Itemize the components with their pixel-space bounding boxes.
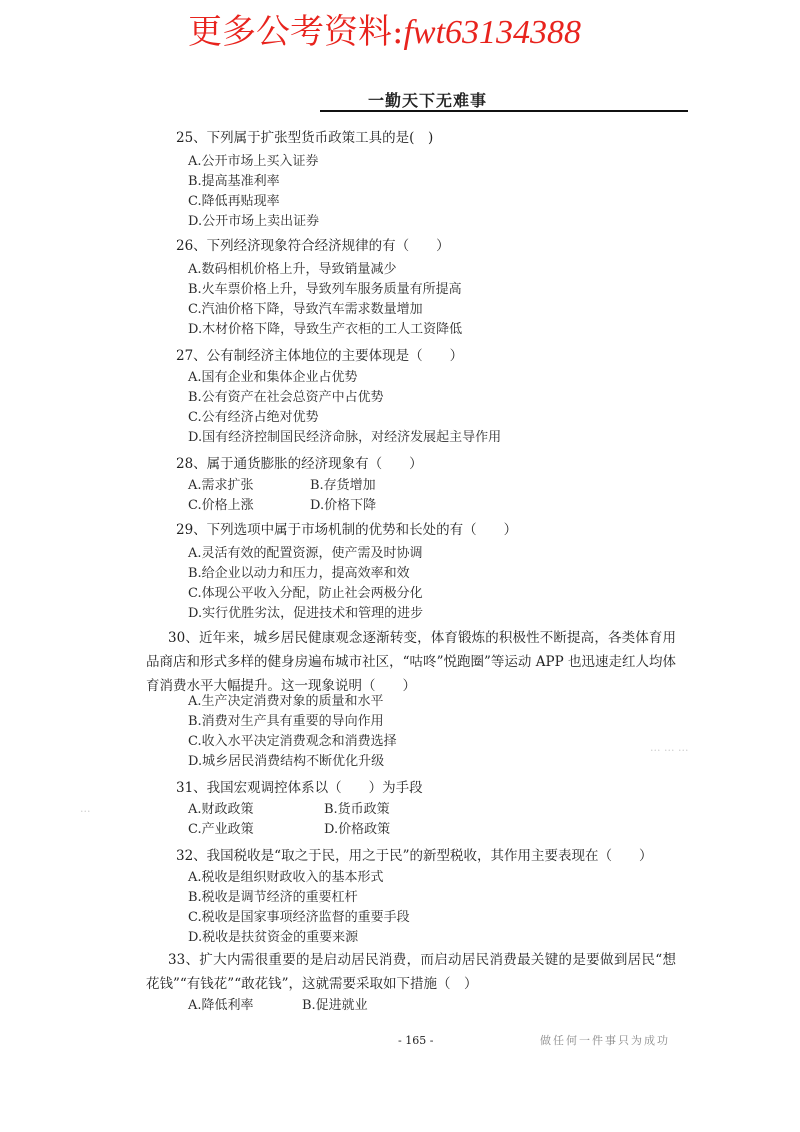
option-b: B.给企业以动力和压力，提高效率和效 — [188, 566, 410, 581]
option-c: C.收入水平决定消费观念和消费选择 — [188, 734, 397, 749]
option-c: C.降低再贴现率 — [188, 194, 280, 209]
option-a: A.降低利率 — [188, 998, 254, 1013]
question-stem: 31、我国宏观调控体系以（ ）为手段 — [176, 780, 423, 796]
question-stem: 27、公有制经济主体地位的主要体现是（ ） — [176, 348, 464, 364]
option-d: D.价格政策 — [324, 822, 391, 837]
option-b: B.消费对生产具有重要的导向作用 — [188, 714, 384, 729]
option-b: B.促进就业 — [302, 998, 368, 1013]
option-d: D.价格下降 — [310, 498, 377, 513]
page-number: - 165 - — [398, 1034, 434, 1047]
option-d: D.实行优胜劣汰，促进技术和管理的进步 — [188, 606, 424, 621]
promo-banner — [188, 4, 581, 53]
question-stem: 33、扩大内需很重要的是启动居民消费，而启动居民消费最关键的是要做到居民“想花钱”“有钱花”“敢花钱”，这就需要采取如下措施（ ） — [146, 952, 676, 992]
option-b: B.火车票价格上升，导致列车服务质量有所提高 — [188, 282, 462, 297]
option-a: A.国有企业和集体企业占优势 — [188, 370, 358, 385]
footer-scribble: 做任何一件事只为成功 — [540, 1034, 670, 1047]
option-b: B.提高基准利率 — [188, 174, 280, 189]
option-b: B.公有资产在社会总资产中占优势 — [188, 390, 384, 405]
option-c: C.汽油价格下降，导致汽车需求数量增加 — [188, 302, 423, 317]
option-b: B.货币政策 — [324, 802, 390, 817]
option-c: C.税收是国家事项经济监督的重要手段 — [188, 910, 410, 925]
option-a: A.税收是组织财政收入的基本形式 — [188, 870, 384, 885]
question-stem: 32、我国税收是“取之于民，用之于民”的新型税收，其作用主要表现在（ ） — [176, 848, 653, 864]
banner-contact-id: fwt63134388 — [403, 14, 582, 51]
option-c: C.公有经济占绝对优势 — [188, 410, 319, 425]
question-stem: 28、属于通货膨胀的经济现象有（ ） — [176, 456, 423, 472]
option-a: A.灵活有效的配置资源，使产需及时协调 — [188, 546, 423, 561]
question-stem: 25、下列属于扩张型货币政策工具的是( ) — [176, 130, 434, 146]
banner-prefix: 更多公考资料: — [188, 12, 404, 52]
question-stem: 30、近年来，城乡居民健康观念逐渐转变，体育锻炼的积极性不断提高，各类体育用品商店和形式多样的健身房遍布城市社区，“咕咚”悦跑圈”等运动 APP 也迅速走红人均体育消费水平大幅提升。这一现象说明（ ） — [146, 630, 676, 694]
option-c: C.产业政策 — [188, 822, 254, 837]
option-d: D.税收是扶贫资金的重要来源 — [188, 930, 359, 945]
question-stem: 29、下列选项中属于市场机制的优势和长处的有（ ） — [176, 522, 518, 538]
option-a: A.需求扩张 — [188, 478, 254, 493]
option-d: D.公开市场上卖出证券 — [188, 214, 320, 229]
option-c: C.体现公平收入分配，防止社会两极分化 — [188, 586, 423, 601]
option-a: A.数码相机价格上升，导致销量减少 — [188, 262, 397, 277]
option-a: A.公开市场上买入证券 — [188, 154, 319, 169]
option-d: D.城乡居民消费结构不断优化升级 — [188, 754, 385, 769]
option-d: D.木材价格下降，导致生产衣柜的工人工资降低 — [188, 322, 463, 337]
option-d: D.国有经济控制国民经济命脉，对经济发展起主导作用 — [188, 430, 502, 445]
option-c: C.价格上涨 — [188, 498, 254, 513]
scan-artifact: ··· — [80, 805, 91, 818]
option-a: A.生产决定消费对象的质量和水平 — [188, 694, 384, 709]
option-a: A.财政政策 — [188, 802, 254, 817]
page-header-title: 一勤天下无难事 — [368, 91, 488, 110]
scan-artifact: ··· ··· ··· — [650, 744, 689, 757]
header-rule — [320, 110, 688, 112]
option-b: B.存货增加 — [310, 478, 376, 493]
option-b: B.税收是调节经济的重要杠杆 — [188, 890, 358, 905]
question-stem: 26、下列经济现象符合经济规律的有（ ） — [176, 238, 450, 254]
